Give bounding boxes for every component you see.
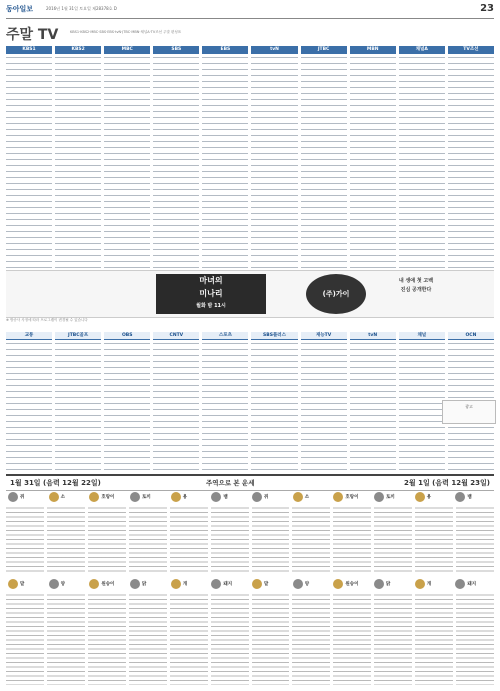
channel-header: JTBC xyxy=(301,46,347,54)
zodiac-item: 닭 xyxy=(128,577,169,591)
rabbit-icon xyxy=(130,492,140,502)
zodiac-item: 토끼 xyxy=(372,490,413,504)
page-number: 23 xyxy=(480,3,494,14)
pig-icon xyxy=(455,579,465,589)
zodiac-item: 용 xyxy=(169,490,210,504)
horse-icon xyxy=(8,579,18,589)
channel-column xyxy=(6,332,52,472)
promo-banner xyxy=(6,270,494,318)
dog-icon xyxy=(171,579,181,589)
channel-header: 재능TV xyxy=(301,332,347,340)
channel-column xyxy=(104,332,150,472)
fortune-text-band xyxy=(6,593,494,685)
zodiac-item: 쥐 xyxy=(6,490,47,504)
channel-column xyxy=(202,46,248,268)
zodiac-item: 개 xyxy=(169,577,210,591)
channel-header: KBS2 xyxy=(55,46,101,54)
rat-icon xyxy=(252,492,262,502)
zodiac-item: 돼지 xyxy=(209,577,250,591)
fortune-header xyxy=(6,474,494,491)
channel-column xyxy=(153,332,199,472)
fortune-text xyxy=(374,593,412,685)
zodiac-item: 양 xyxy=(47,577,88,591)
promo-logo: (주)가이 xyxy=(306,274,366,314)
program-list xyxy=(104,341,150,472)
monkey-icon xyxy=(333,579,343,589)
fortune-text xyxy=(211,593,249,685)
zodiac-item: 호랑이 xyxy=(87,490,128,504)
program-list xyxy=(55,55,101,268)
promo-line: 마녀의 xyxy=(199,276,223,285)
rooster-icon xyxy=(374,579,384,589)
fortune-text xyxy=(252,506,290,574)
promo-line: 진심 공개한다 xyxy=(400,287,432,293)
fortune-text xyxy=(211,506,249,574)
schedule-footnote: ※ 방송사 사정에 따라 프로그램이 변경될 수 있습니다 xyxy=(6,318,88,322)
zodiac-item: 말 xyxy=(6,577,47,591)
channel-column xyxy=(399,332,445,472)
promo-line: 미나리 xyxy=(199,289,223,298)
channel-column xyxy=(350,46,396,268)
tiger-icon xyxy=(89,492,99,502)
top-rule xyxy=(6,18,494,19)
fortune-text xyxy=(47,593,85,685)
masthead xyxy=(6,4,494,16)
zodiac-item: 뱀 xyxy=(453,490,494,504)
program-list xyxy=(55,341,101,472)
program-list xyxy=(350,55,396,268)
zodiac-item: 돼지 xyxy=(453,577,494,591)
dog-icon xyxy=(415,579,425,589)
snake-icon xyxy=(211,492,221,502)
tv-schedule-grid xyxy=(6,46,494,268)
channel-header: SBS플러스 xyxy=(251,332,297,340)
channel-column xyxy=(301,46,347,268)
fortune-text-band xyxy=(6,506,494,574)
channel-header: tvN xyxy=(350,332,396,340)
program-list xyxy=(251,55,297,268)
section-title: 주말 TV xyxy=(6,27,59,43)
program-list xyxy=(6,341,52,472)
zodiac-row xyxy=(6,577,494,591)
channel-column xyxy=(202,332,248,472)
fortune-text xyxy=(6,593,44,685)
zodiac-item: 개 xyxy=(413,577,454,591)
fortune-text xyxy=(292,593,330,685)
dragon-icon xyxy=(415,492,425,502)
channel-header: 스포츠 xyxy=(202,332,248,340)
pig-icon xyxy=(211,579,221,589)
channel-column xyxy=(251,46,297,268)
rooster-icon xyxy=(130,579,140,589)
horse-icon xyxy=(252,579,262,589)
channel-header: MBC xyxy=(104,46,150,54)
dragon-icon xyxy=(171,492,181,502)
zodiac-item: 소 xyxy=(291,490,332,504)
fortune-text xyxy=(415,593,453,685)
fortune-date-left: 1월 31일 (음력 12월 22일) xyxy=(10,479,101,487)
channel-header: KBS1 xyxy=(6,46,52,54)
zodiac-item: 쥐 xyxy=(250,490,291,504)
zodiac-item: 용 xyxy=(413,490,454,504)
program-list xyxy=(104,55,150,268)
channel-column xyxy=(350,332,396,472)
monkey-icon xyxy=(89,579,99,589)
fortune-text xyxy=(129,506,167,574)
fortune-text xyxy=(292,506,330,574)
fortune-text xyxy=(252,593,290,685)
channel-column xyxy=(6,46,52,268)
fortune-text xyxy=(333,506,371,574)
channel-header: OBS xyxy=(104,332,150,340)
fortune-title: 주역으로 본 운세 xyxy=(206,479,255,487)
channel-column xyxy=(153,46,199,268)
fortune-text xyxy=(374,506,412,574)
fortune-text xyxy=(333,593,371,685)
zodiac-item: 소 xyxy=(47,490,88,504)
fortune-text xyxy=(88,593,126,685)
ox-icon xyxy=(49,492,59,502)
rat-icon xyxy=(8,492,18,502)
fortune-text xyxy=(456,506,494,574)
sheep-icon xyxy=(49,579,59,589)
channel-column xyxy=(55,46,101,268)
fortune-text xyxy=(170,506,208,574)
channel-column xyxy=(104,46,150,268)
channel-header: 채널A xyxy=(399,46,445,54)
channel-column xyxy=(399,46,445,268)
advertisement: 광고 xyxy=(442,400,496,424)
zodiac-item: 원숭이 xyxy=(87,577,128,591)
zodiac-item: 뱀 xyxy=(209,490,250,504)
channel-header: MBN xyxy=(350,46,396,54)
zodiac-row xyxy=(6,490,494,504)
fortune-text xyxy=(170,593,208,685)
tiger-icon xyxy=(333,492,343,502)
cable-schedule-grid xyxy=(6,332,494,472)
promo-line: 내 생애 첫 고백 xyxy=(398,278,434,284)
channel-column xyxy=(251,332,297,472)
channel-header: TV조선 xyxy=(448,46,494,54)
channel-column xyxy=(448,46,494,268)
program-list xyxy=(153,55,199,268)
fortune-text xyxy=(88,506,126,574)
channel-header: SBS xyxy=(153,46,199,54)
channel-header: CNTV xyxy=(153,332,199,340)
program-list xyxy=(202,341,248,472)
section-info: KBS1·KBS2·MBC·SBS·EBS·tvN·JTBC·MBN·채널A·TV조선 주말 편성표 xyxy=(70,30,182,34)
fortune-text xyxy=(47,506,85,574)
newspaper-logo: 동아일보 xyxy=(6,5,34,13)
channel-column xyxy=(55,332,101,472)
channel-header: 채널 xyxy=(399,332,445,340)
program-list xyxy=(301,55,347,268)
fortune-text xyxy=(6,506,44,574)
program-list xyxy=(251,341,297,472)
program-list xyxy=(202,55,248,268)
zodiac-item: 원숭이 xyxy=(331,577,372,591)
channel-header: tvN xyxy=(251,46,297,54)
sheep-icon xyxy=(293,579,303,589)
channel-header: OCN xyxy=(448,332,494,340)
fortune-text xyxy=(456,593,494,685)
issue-info: 2016년 1월 31일 토요일 제28378호 D xyxy=(46,6,117,11)
snake-icon xyxy=(455,492,465,502)
zodiac-item: 양 xyxy=(291,577,332,591)
channel-header: 교통 xyxy=(6,332,52,340)
program-list xyxy=(399,55,445,268)
fortune-date-right: 2월 1일 (음력 12월 23일) xyxy=(404,479,490,487)
zodiac-item: 말 xyxy=(250,577,291,591)
channel-header: EBS xyxy=(202,46,248,54)
fortune-text xyxy=(129,593,167,685)
promo-slogan xyxy=(376,277,456,311)
program-list xyxy=(399,341,445,472)
ox-icon xyxy=(293,492,303,502)
zodiac-item: 호랑이 xyxy=(331,490,372,504)
program-list xyxy=(448,55,494,268)
program-list xyxy=(301,341,347,472)
zodiac-item: 닭 xyxy=(372,577,413,591)
promo-line: 월화 밤 11시 xyxy=(196,303,226,309)
rabbit-icon xyxy=(374,492,384,502)
program-list xyxy=(350,341,396,472)
zodiac-item: 토끼 xyxy=(128,490,169,504)
drama-promo xyxy=(156,274,266,314)
channel-column xyxy=(301,332,347,472)
fortune-text xyxy=(415,506,453,574)
channel-header: JTBC골프 xyxy=(55,332,101,340)
program-list xyxy=(6,55,52,268)
program-list xyxy=(153,341,199,472)
